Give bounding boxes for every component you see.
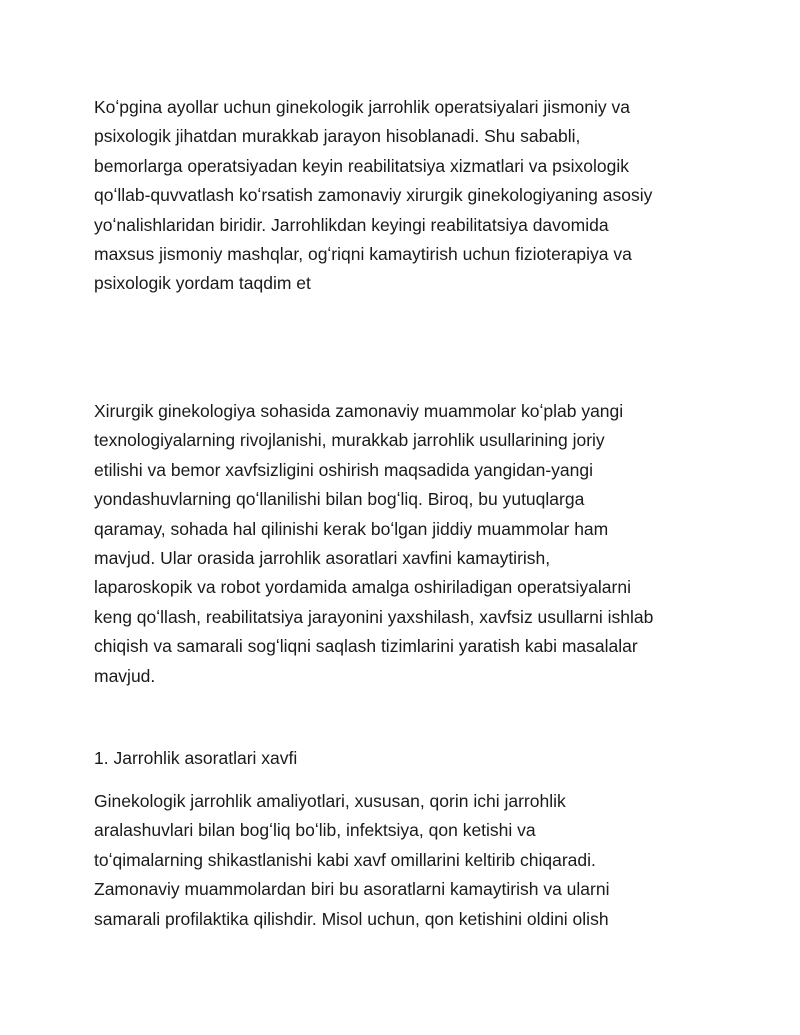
paragraph-modern-problems: Xirurgik ginekologiya sohasida zamonaviy muammolar koʻplab yangi texnologiyalarning rivojlanishi, murakkab jarrohlik usullarining joriy etilishi va bemor xavfsizligini oshirish maqsadida yangidan-yangi yondashuvlarning qoʻllanilishi bilan bogʻliq. Biroq, bu yutuqlarga qaramay, sohada hal qilinishi kerak boʻlgan jiddiy muammolar ham mavjud. Ular orasida jarrohlik asoratlari xavfini kamaytirish, laparoskopik va robot yordamida amalga oshiriladigan operatsiyalarni keng qoʻllash, reabilitatsiya jarayonini yaxshilash, xavfsiz usullarni ishlab chiqish va samarali sogʻliqni saqlash tizimlarini yaratish kabi masalalar mavjud. bbox=[94, 401, 654, 686]
paragraph-complications: Ginekologik jarrohlik amaliyotlari, xususan, qorin ichi jarrohlik aralashuvlari bilan bogʻliq boʻlib, infektsiya, qon ketishi va toʻqimalarning shikastlanishi kabi xavf omillarini keltirib chiqaradi. Zamonaviy muammolardan biri bu asoratlarni kamaytirish va ularni samarali profilaktika qilishdir. Misol uchun, qon ketishini oldini olish bbox=[94, 791, 610, 929]
paragraph-rehabilitation: Koʻpgina ayollar uchun ginekologik jarrohlik operatsiyalari jismoniy va psixologik jihatdan murakkab jarayon hisoblanadi. Shu sababli, bemorlarga operatsiyadan keyin reabilitatsiya xizmatlari va psixologik qoʻllab-quvvatlash koʻrsatish zamonaviy xirurgik ginekologiyaning asosiy yoʻnalishlaridan biridir. Jarrohlikdan keyingi reabilitatsiya davomida maxsus jismoniy mashqlar, ogʻriqni kamaytirish uchun fizioterapiya va psixologik yordam taqdim et bbox=[94, 97, 653, 294]
section-heading-surgical-complications: 1. Jarrohlik asoratlari xavfi bbox=[94, 748, 298, 768]
